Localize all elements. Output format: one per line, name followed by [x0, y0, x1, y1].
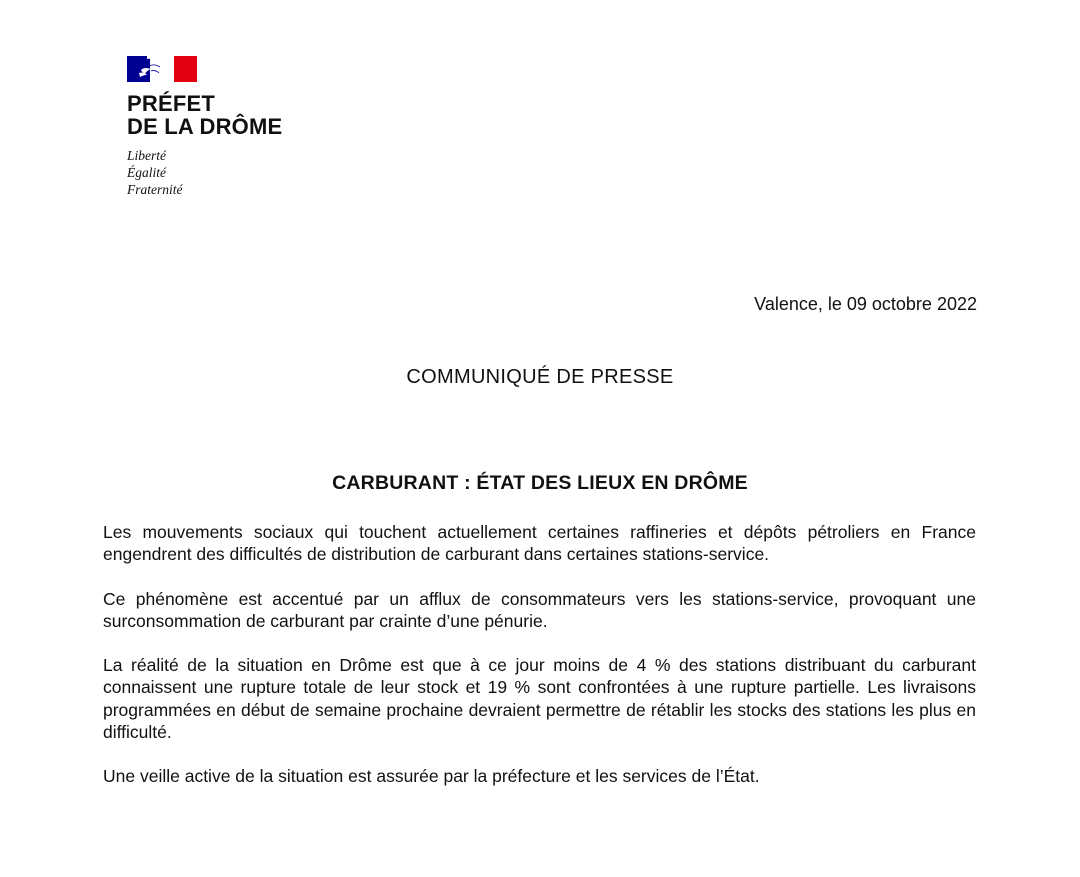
document-type: COMMUNIQUÉ DE PRESSE — [406, 366, 674, 388]
motto-fraternite: Fraternité — [127, 182, 183, 197]
paragraph-2: Ce phénomène est accentué par un afflux de consommateurs vers les stations-service, provoquant une surconsommation de carburant par crainte d’une pénurie. — [103, 588, 976, 631]
marianne-flag-icon — [127, 56, 197, 82]
body-text — [103, 521, 976, 810]
prefecture-logo-block — [127, 56, 282, 198]
republic-motto — [127, 147, 282, 198]
paragraph-1: Les mouvements sociaux qui touchent actuellement certaines raffineries et dépôts pétroliers en France engendrent des difficultés de distribution de carburant dans certaines stations-service. — [103, 522, 976, 565]
paragraph-4: Une veille active de la situation est assurée par la préfecture et les services de l’État. — [103, 766, 760, 787]
motto-egalite: Égalité — [127, 165, 166, 180]
prefecture-name-line2: DE LA DRÔME — [127, 114, 283, 139]
date-line: Valence, le 09 octobre 2022 — [754, 294, 977, 314]
motto-liberte: Liberté — [127, 148, 166, 163]
prefecture-name — [127, 92, 282, 138]
prefecture-name-line1: PRÉFET — [127, 91, 215, 116]
document-title: CARBURANT : ÉTAT DES LIEUX EN DRÔME — [332, 472, 748, 494]
paragraph-3: La réalité de la situation en Drôme est que à ce jour moins de 4 % des stations distribuant du carburant connaissent une rupture totale de leur stock et 19 % sont confrontées à une rupture partielle. Les livraisons programmées en début de semaine prochaine devraient permettre de rétablir les stocks des stations les plus en difficulté. — [103, 655, 976, 742]
